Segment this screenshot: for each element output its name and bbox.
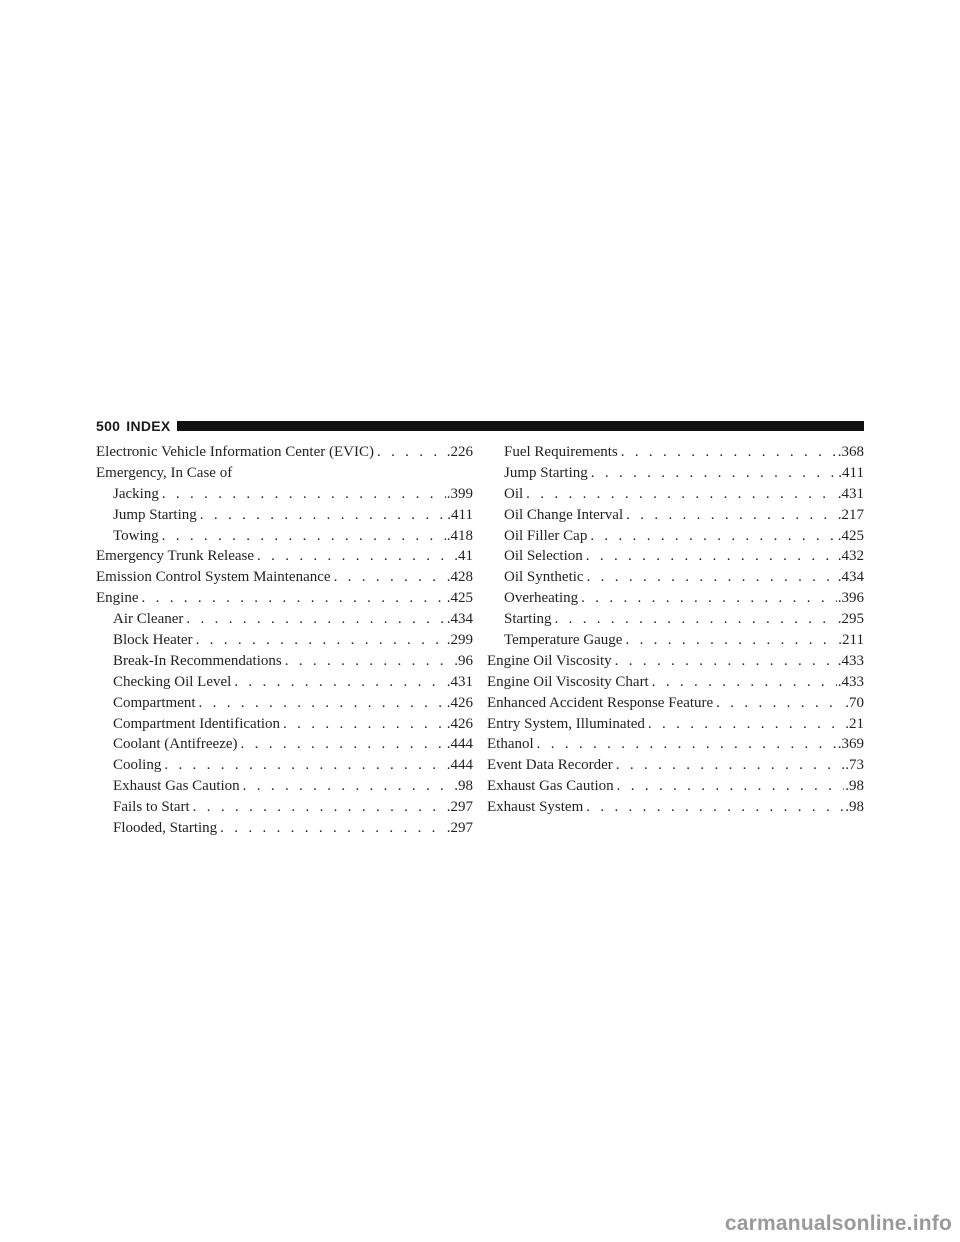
index-entry [96,567,473,588]
index-entry [96,755,473,776]
entry-name: Overheating [504,590,579,607]
entry-page-number: .434 [837,569,864,586]
index-entry [487,693,864,714]
entry-name: Break-In Recommendations [113,652,282,669]
index-entry [96,797,473,818]
entry-name: Cooling [113,757,162,774]
entry-page-number: .98 [845,778,864,795]
index-entry [96,714,473,735]
dot-leader [240,776,454,797]
watermark: carmanualsonline.info [724,1212,952,1235]
entry-page-number: .433 [837,673,864,690]
dot-leader [613,755,844,776]
index-entry [487,588,864,609]
dot-leader [713,693,844,714]
index-entry [96,588,473,609]
dot-leader [159,526,446,547]
dot-leader [161,755,445,776]
index-entry [96,818,473,839]
entry-page-number: .425 [837,527,864,544]
entry-name: Jacking [113,485,159,502]
entry-name: Enhanced Accident Response Feature [487,694,714,711]
dot-leader [534,734,837,755]
entry-page-number: .211 [838,632,864,649]
entry-name: Oil Filler Cap [504,527,588,544]
entry-page-number: .425 [446,590,473,607]
index-entry [96,776,473,797]
entry-page-number: .70 [845,694,864,711]
index-entry [96,734,473,755]
index-column-right [487,442,864,818]
dot-leader [254,546,453,567]
entry-page-number: .98 [454,778,473,795]
entry-page-number: .368 [837,444,864,460]
index-entry [487,567,864,588]
index-entry [487,651,864,672]
entry-page-number: .41 [454,548,473,565]
dot-leader [649,672,837,693]
entry-page-number: .217 [837,506,864,523]
dot-leader [190,797,446,818]
entry-page-number: .431 [446,673,473,690]
dot-leader [193,630,446,651]
entry-page-number: .98 [845,799,864,816]
entry-page-number: .396 [837,590,864,607]
entry-name: Jump Starting [113,506,197,523]
dot-leader [282,651,454,672]
entry-page-number: .21 [845,715,864,732]
entry-page-number: .418 [446,527,473,544]
page-number: 500 [96,418,121,434]
dot-leader [583,546,837,567]
dot-leader [238,734,446,755]
entry-name: Emission Control System Maintenance [96,569,331,586]
dot-leader [612,651,837,672]
entry-page-number: .297 [446,799,473,816]
entry-page-number: .411 [447,506,473,523]
dot-leader [645,714,844,735]
entry-name: Emergency Trunk Release [96,548,255,565]
entry-name: Compartment Identification [113,715,281,732]
index-entry [487,630,864,651]
entry-page-number: .426 [446,694,473,711]
entry-name: Towing [113,527,159,544]
entry-page-number: .426 [446,715,473,732]
entry-name: Engine Oil Viscosity Chart [487,673,649,690]
index-entry [487,526,864,547]
index-entry [96,609,473,630]
dot-leader [587,526,836,547]
entry-name: Exhaust Gas Caution [113,778,240,795]
entry-name: Air Cleaner [113,611,184,628]
entry-page-number: .399 [446,485,473,502]
index-entry [96,672,473,693]
index-entry [487,776,864,797]
entry-name: Coolant (Antifreeze) [113,736,238,753]
entry-name: Fails to Start [113,799,190,816]
entry-name: Oil Change Interval [504,506,624,523]
header-rule [177,421,864,431]
dot-leader [623,505,837,526]
index-entry [96,651,473,672]
index-entry [487,609,864,630]
entry-page-number: .433 [837,652,864,669]
entry-page-number: .295 [837,611,864,628]
entry-page-number: .73 [845,757,864,774]
entry-page-number: .431 [837,485,864,502]
entry-name: Engine Oil Viscosity [487,652,612,669]
dot-leader [159,484,446,505]
entry-page-number: .299 [446,632,473,649]
entry-name: Checking Oil Level [113,673,232,690]
index-entry [96,442,473,463]
entry-name: Flooded, Starting [113,820,218,837]
index-entry [96,526,473,547]
index-entry [487,672,864,693]
dot-leader [217,818,446,839]
entry-name: Jump Starting [504,464,588,481]
entry-page-number: .432 [837,548,864,565]
section-title: INDEX [126,418,171,434]
index-entry [487,755,864,776]
entry-page-number: .96 [454,652,473,669]
dot-leader [374,442,446,463]
dot-leader [197,505,447,526]
dot-leader [622,630,837,651]
index-entry [487,797,864,818]
index-entry [487,734,864,755]
entry-name: Entry System, Illuminated [487,715,645,732]
entry-name: Ethanol [487,736,534,753]
entry-name: Oil Synthetic [504,569,584,586]
index-entry [487,546,864,567]
dot-leader [618,442,837,463]
dot-leader [578,588,837,609]
dot-leader [552,609,837,630]
dot-leader [583,797,844,818]
dot-leader [183,609,445,630]
index-column-left [96,442,473,839]
index-entry [487,714,864,735]
index-entry [487,505,864,526]
index-entry [96,484,473,505]
entry-name: Compartment [113,694,196,711]
page-header [96,418,864,434]
entry-name: Exhaust Gas Caution [487,778,614,795]
entry-name: Exhaust System [487,799,584,816]
dot-leader [523,484,837,505]
dot-leader [584,567,837,588]
entry-name: Electronic Vehicle Information Center (EVIC) [96,444,374,460]
index-entry [487,442,864,463]
entry-name: Oil Selection [504,548,583,565]
dot-leader [231,672,445,693]
index-entry [96,630,473,651]
dot-leader [614,776,845,797]
dot-leader [139,588,446,609]
entry-name: Block Heater [113,632,193,649]
entry-page-number: .434 [446,611,473,628]
index-entry [487,463,864,484]
entry-name: Starting [504,611,552,628]
index-entry [487,484,864,505]
entry-name: Engine [96,590,139,607]
index-entry [96,546,473,567]
dot-leader [196,693,446,714]
entry-page-number: .297 [446,820,473,837]
entry-name: Temperature Gauge [504,632,623,649]
entry-page-number: .428 [446,569,473,586]
dot-leader [588,463,838,484]
index-entry [96,693,473,714]
index-entry [96,505,473,526]
entry-name: Oil [504,485,524,502]
dot-leader [331,567,446,588]
dot-leader [280,714,446,735]
entry-name: Event Data Recorder [487,757,613,774]
index-heading: Emergency, In Case of [96,464,233,481]
entry-page-number: .411 [838,464,864,481]
entry-page-number: .444 [446,757,473,774]
entry-name: Fuel Requirements [504,444,618,460]
entry-page-number: .444 [446,736,473,753]
entry-page-number: .369 [837,736,864,753]
entry-page-number: .226 [446,444,473,460]
